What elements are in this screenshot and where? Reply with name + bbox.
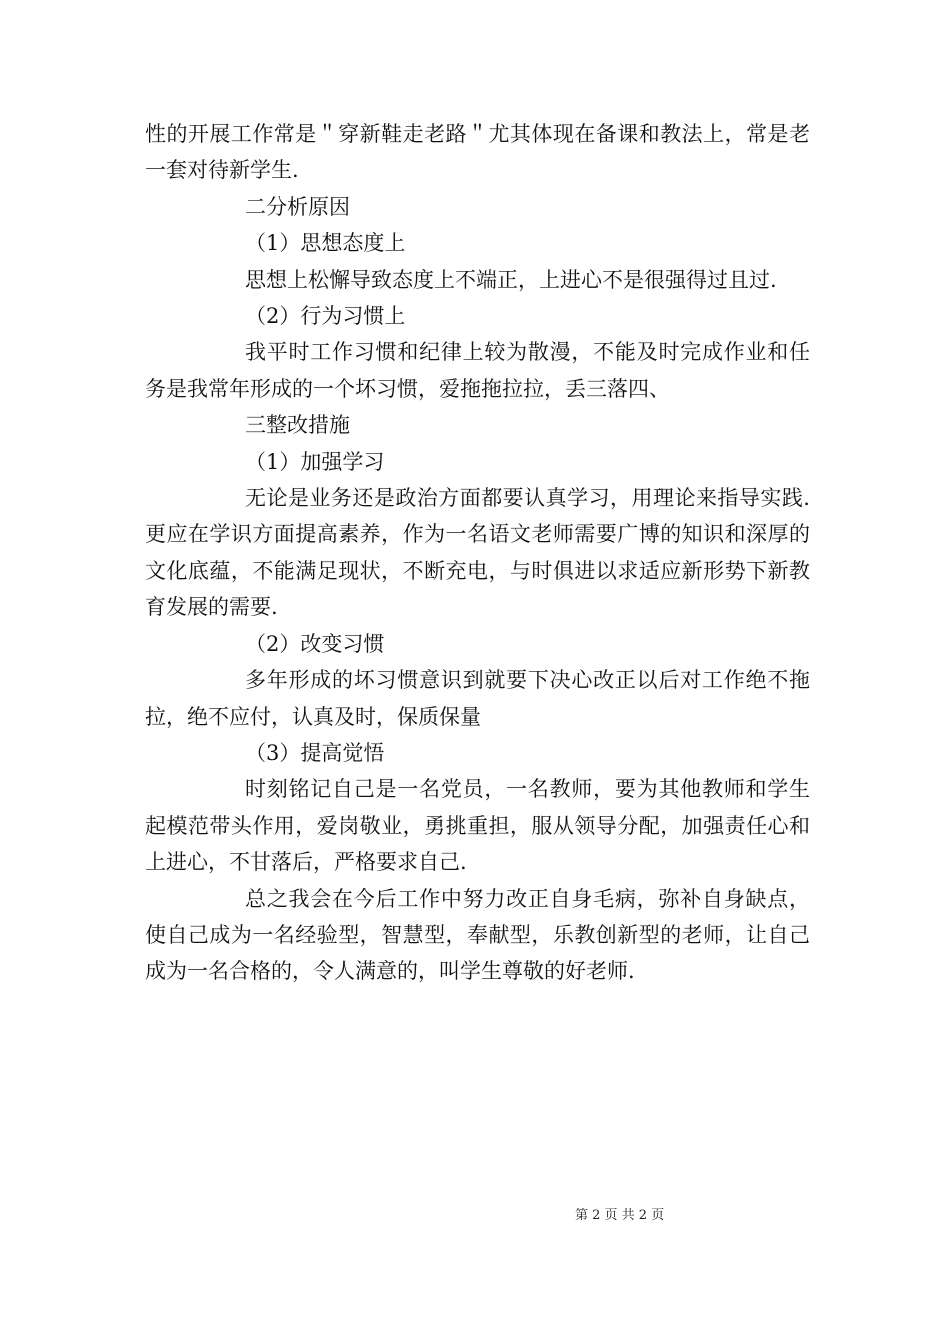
paragraph-continued: 性的开展工作常是＂穿新鞋走老路＂尤其体现在备课和教法上，常是老一套对待新学生. [145, 122, 810, 183]
subheading-study: （1）加强学习 [245, 449, 385, 474]
subheading-awareness: （3）提高觉悟 [245, 740, 385, 765]
subheading-change-habits: （2）改变习惯 [245, 631, 385, 656]
paragraph-change-habits: 多年形成的坏习惯意识到就要下决心改正以后对工作绝不拖拉，绝不应付，认真及时，保质保量 [145, 668, 810, 729]
document-body [145, 116, 810, 990]
paragraph-habits: 我平时工作习惯和纪律上较为散漫，不能及时完成作业和任务是我常年形成的一个坏习惯，爱拖拖拉拉，丢三落四、 [145, 340, 810, 401]
paragraph-study: 无论是业务还是政治方面都要认真学习，用理论来指导实践.更应在学识方面提高素养，作为一名语文老师需要广博的知识和深厚的文化底蕴，不能满足现状，不断充电，与时俱进以求适应新形势下新教育发展的需要. [145, 486, 810, 620]
section-heading-analysis: 二分析原因 [245, 194, 350, 219]
paragraph-conclusion: 总之我会在今后工作中努力改正自身毛病，弥补自身缺点，使自己成为一名经验型，智慧型，奉献型，乐教创新型的老师，让自己成为一名合格的，令人满意的，叫学生尊敬的好老师. [145, 886, 810, 984]
paragraph-attitude: 思想上松懈导致态度上不端正，上进心不是很强得过且过. [245, 267, 777, 292]
section-heading-measures: 三整改措施 [245, 413, 350, 438]
subheading-habits: （2）行为习惯上 [245, 304, 406, 329]
paragraph-awareness: 时刻铭记自己是一名党员，一名教师，要为其他教师和学生起模范带头作用，爱岗敬业，勇挑重担，服从领导分配，加强责任心和上进心，不甘落后，严格要求自己. [145, 777, 810, 875]
subheading-attitude: （1）思想态度上 [245, 231, 406, 256]
page-footer: 第 2 页 共 2 页 [575, 1208, 665, 1223]
